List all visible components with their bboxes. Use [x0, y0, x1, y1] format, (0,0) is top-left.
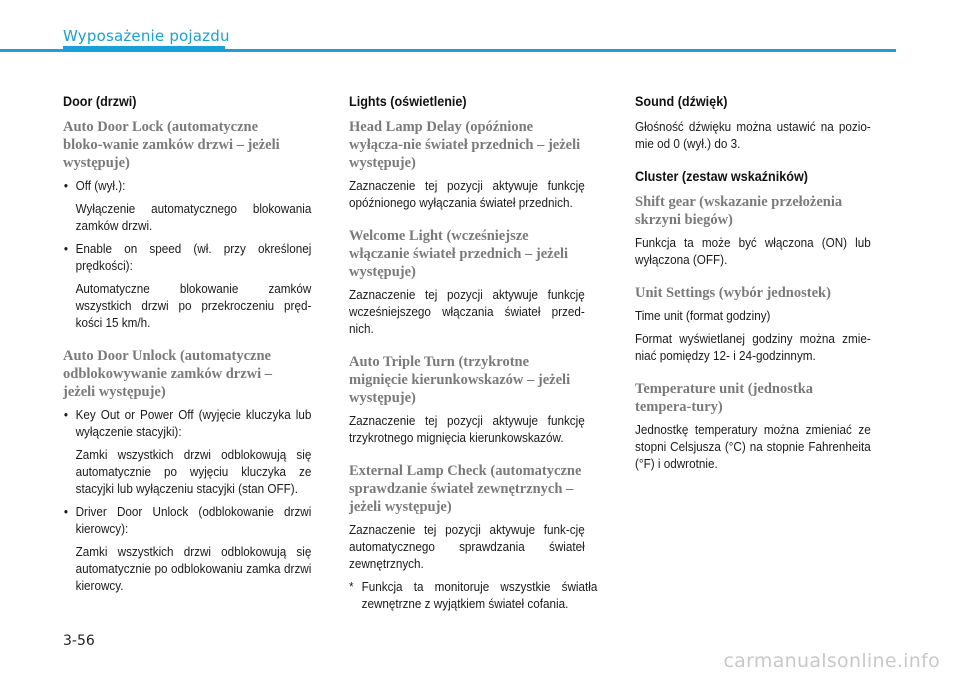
section-title: Wyposażenie pojazdu: [63, 27, 230, 45]
list-item: • Off (wył.):: [63, 177, 311, 194]
auto-door-unlock-heading: Auto Door Unlock (automatyczne odblokowywanie zamków drzwi – jeżeli występuje): [63, 348, 273, 400]
shift-gear-heading: Shift gear (wskazanie przełożenia skrzyni biegów): [635, 194, 843, 228]
column-sound-cluster: [635, 93, 871, 478]
lights-heading: Lights (oświetlenie): [349, 93, 467, 109]
time-unit-desc: Format wyświetlanej godziny można zmie-niać pomiędzy 12- i 24-godzinnym.: [635, 331, 871, 363]
head-lamp-delay-desc: Zaznaczenie tej pozycji aktywuje funkcję opóźnionego wyłączania świateł przednich.: [349, 178, 585, 210]
shift-gear-desc: Funkcja ta może być włączona (ON) lub wyłączona (OFF).: [635, 235, 871, 267]
list-item: • Enable on speed (wł. przy określonej prędkości):: [63, 240, 311, 274]
temperature-unit-desc: Jednostkę temperatury można zmieniać ze stopni Celsjusza (°C) na stopnie Fahrenheita (°F) i odwrotnie.: [635, 422, 871, 471]
welcome-light-heading: Welcome Light (wcześniejsze włączanie świateł przednich – jeżeli występuje): [349, 228, 569, 280]
page-number: 3-56: [63, 633, 95, 649]
footnote: [349, 578, 597, 612]
list-item-desc: Zamki wszystkich drzwi odblokowują się automatycznie po wyjęciu kluczyka ze stacyjki lub wyłączeniu stacyjki (stan OFF).: [75, 447, 312, 496]
auto-triple-turn-heading: Auto Triple Turn (trzykrotne mignięcie kierunkowskazów – jeżeli występuje): [349, 354, 571, 406]
unit-settings-heading: Unit Settings (wybór jednostek): [635, 285, 831, 301]
sound-heading: Sound (dźwięk): [635, 93, 728, 109]
list-item-desc: Wyłączenie automatycznego blokowania zamków drzwi.: [75, 201, 312, 233]
door-heading: Door (drzwi): [63, 93, 137, 109]
time-unit-label: Time unit (format godziny): [635, 308, 771, 323]
footnote-text: Funkcja ta monitoruje wszystkie światła zewnętrzne z wyjątkiem świateł cofania.: [361, 579, 598, 611]
list-item: • Driver Door Unlock (odblokowanie drzwi kierowcy):: [63, 503, 311, 537]
head-lamp-delay-heading: Head Lamp Delay (opóźnione wyłącza-nie świateł przednich – jeżeli występuje): [349, 119, 581, 171]
list-item-desc: Automatyczne blokowanie zamków wszystkich drzwi po przekroczeniu pręd-kości 15 km/h.: [75, 281, 312, 330]
list-item-desc: Zamki wszystkich drzwi odblokowują się automatycznie po odblokowaniu zamka drzwi kierowcy.: [75, 544, 312, 593]
column-lights: [349, 93, 598, 618]
list-item: • Key Out or Power Off (wyjęcie kluczyka lub wyłączenie stacyjki):: [63, 406, 311, 440]
footnote-mark: *: [349, 579, 354, 594]
auto-triple-turn-desc: Zaznaczenie tej pozycji aktywuje funkcję trzykrotnego mignięcia kierunkowskazów.: [349, 413, 585, 445]
external-lamp-check-desc: Zaznaczenie tej pozycji aktywuje funk-cję automatycznego sprawdzania świateł zewnętrznych.: [349, 522, 585, 571]
column-door: [63, 93, 312, 600]
sound-desc: Głośność dźwięku można ustawić na pozio-mie od 0 (wył.) do 3.: [635, 119, 871, 151]
watermark: carmanualsonline.info: [723, 650, 940, 672]
welcome-light-desc: Zaznaczenie tej pozycji aktywuje funkcję wcześniejszego włączania świateł przed-nich.: [349, 287, 585, 336]
auto-door-lock-heading: Auto Door Lock (automatyczne bloko-wanie zamków drzwi – jeżeli występuje): [63, 119, 280, 171]
temperature-unit-heading: Temperature unit (jednostka tempera-tury): [635, 381, 814, 415]
cluster-heading: Cluster (zestaw wskaźników): [635, 168, 808, 184]
external-lamp-check-heading: External Lamp Check (automatyczne sprawdzanie świateł zewnętrznych – jeżeli występuje): [349, 463, 582, 515]
header-tab-accent: [63, 46, 225, 52]
